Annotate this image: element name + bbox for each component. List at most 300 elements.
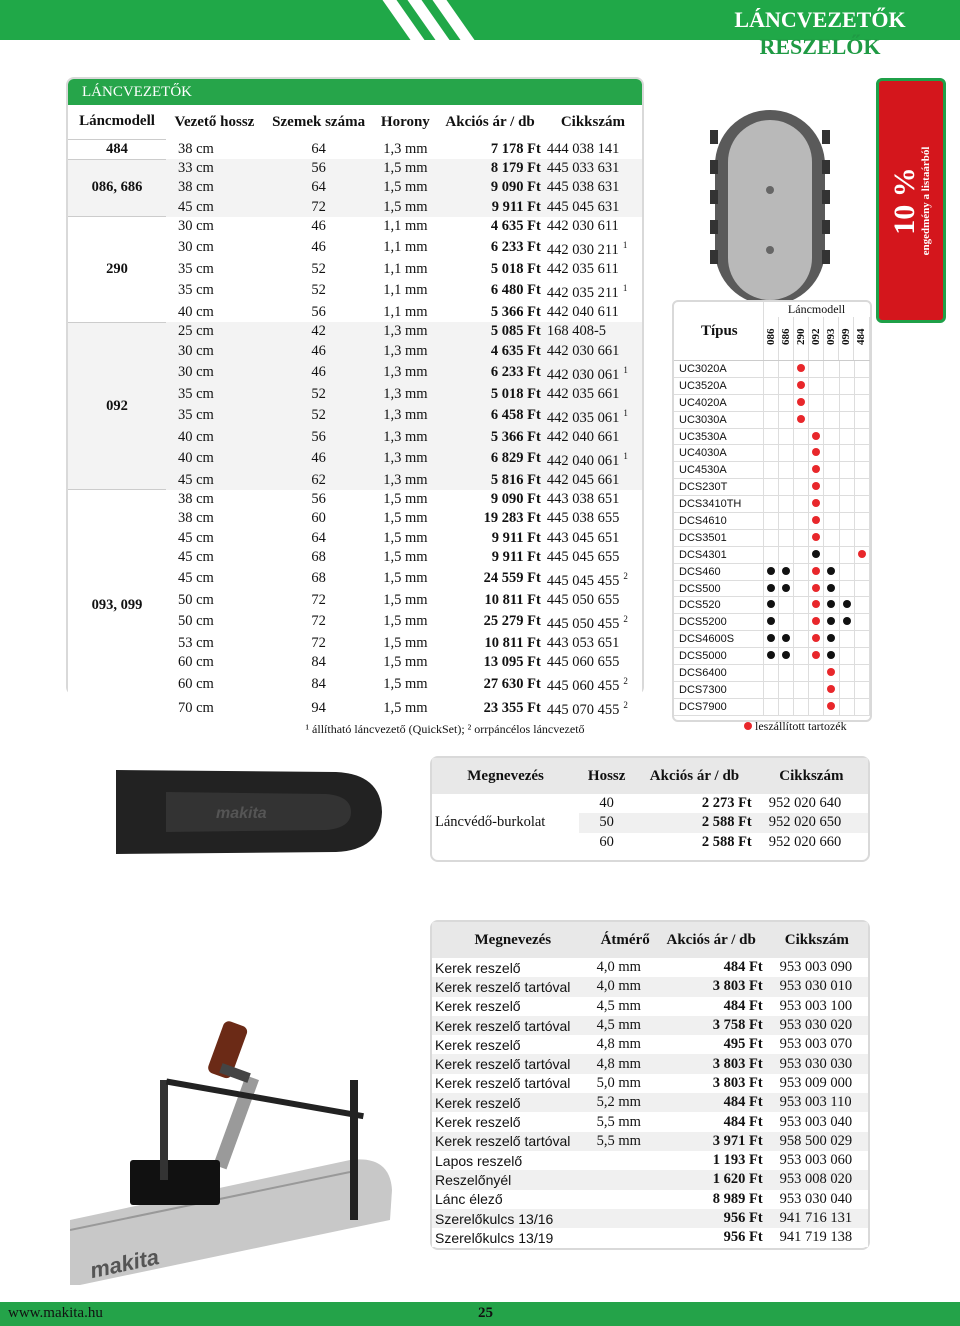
compat-cell [778,462,793,479]
footer-bar [0,1302,960,1326]
link-count-cell: 84 [263,653,375,672]
table-row [68,159,642,178]
article-number: 445 070 455 [546,701,620,718]
groove-cell: 1,3 mm [374,384,436,403]
compat-cell [839,428,854,445]
compat-cell [809,665,824,682]
compat-cell [824,377,839,394]
link-count-cell: 72 [263,634,375,653]
price-cell: 9 911 Ft [436,548,544,567]
compat-row [674,513,870,530]
black-dot-icon [767,600,775,608]
compat-cell [778,546,793,563]
table-row [68,490,642,509]
chain-model-cell: 093, 099 [68,490,166,720]
file-name-cell: Kerek reszelő [435,1036,521,1053]
article-number: 442 040 611 [546,304,619,321]
file-diameter-cell: 4,8 mm [596,1036,641,1053]
compat-row [674,496,870,513]
link-count-cell: 64 [263,178,375,197]
red-dot-icon [812,584,820,592]
file-article-cell: 953 003 040 [779,1113,853,1130]
chain-col-header: Szemek száma [272,113,366,130]
article-number-cell [544,447,642,471]
svg-text:makita: makita [87,1244,162,1284]
compat-cell [809,361,824,378]
red-dot-icon [812,448,820,456]
compat-cell [854,411,869,428]
file-name-cell: Kerek reszelő [435,1094,521,1111]
table-row [432,1132,868,1151]
compat-row [674,597,870,614]
compat-legend-text: leszállított tartozék [755,718,847,733]
chain-bar-photo [690,110,865,305]
compat-cell [824,479,839,496]
price-cell: 9 090 Ft [436,490,544,509]
file-article-cell: 953 030 030 [779,1055,853,1072]
bar-length-cell: 38 cm [166,490,263,509]
file-article-cell: 953 008 020 [779,1171,853,1188]
chain-table-header-row [68,105,642,139]
compat-model-label: 484 [855,328,868,346]
link-count-cell: 42 [263,322,375,341]
link-count-cell: 46 [263,236,375,260]
link-count-cell: 46 [263,341,375,360]
compat-cell [763,496,778,513]
article-number: 443 045 651 [546,529,620,546]
compat-row [674,580,870,597]
bar-length-cell: 35 cm [166,404,263,428]
compat-cell [824,394,839,411]
compat-cell [839,361,854,378]
article-number-cell [544,341,642,360]
link-count-cell: 64 [263,528,375,547]
compat-model-label: 686 [780,328,793,346]
compatibility-panel [672,300,872,733]
compat-cell [839,513,854,530]
groove-cell: 1,5 mm [374,490,436,509]
compat-row [674,665,870,682]
file-price-cell: 484 Ft [723,1113,763,1130]
bar-length-cell: 53 cm [166,634,263,653]
file-diameter-cell [594,1151,657,1170]
article-number: 442 045 661 [546,471,620,488]
cover-name-cell: Láncvédő-burkolat [432,794,579,852]
compat-model-label: 099 [840,328,853,346]
legend-dot-icon [744,722,752,730]
article-number-cell [544,236,642,260]
compat-cell [763,580,778,597]
compat-cell [809,546,824,563]
compat-model-header [824,317,839,360]
price-cell: 27 630 Ft [436,672,544,696]
chain-bar-panel [66,77,644,736]
compat-cell [763,665,778,682]
title-line-2: RESZELŐK [759,34,881,59]
compat-cell [809,394,824,411]
compat-cell [794,479,809,496]
cover-price-cell: 2 273 Ft [701,795,752,812]
cover-header-row [432,758,868,794]
file-diameter-cell: 4,5 mm [596,1017,641,1034]
black-dot-icon [782,651,790,659]
article-number-cell [544,471,642,490]
compat-cell [763,529,778,546]
compat-cell [824,665,839,682]
compat-cell [854,462,869,479]
groove-cell: 1,1 mm [374,260,436,279]
bar-length-cell: 40 cm [166,447,263,471]
compat-type-cell: UC4020A [674,394,763,411]
compat-row [674,428,870,445]
table-row [432,1228,868,1247]
compat-cell [824,445,839,462]
compat-cell [824,681,839,698]
compat-cell [778,580,793,597]
price-cell: 6 829 Ft [436,447,544,471]
file-name-cell: Szerelőkulcs 13/19 [435,1229,554,1246]
groove-cell: 1,5 mm [374,198,436,217]
article-number-cell [544,404,642,428]
chain-model-cell: 484 [68,139,166,159]
table-row [432,1054,868,1073]
table-row [432,794,868,813]
article-number-cell [544,610,642,634]
compat-model-label: 093 [825,328,838,346]
price-cell: 5 085 Ft [436,322,544,341]
bar-length-cell: 35 cm [166,260,263,279]
compat-cell [854,597,869,614]
compat-cell [854,681,869,698]
compat-cell [839,496,854,513]
compat-type-cell: DCS520 [674,597,763,614]
bar-length-cell: 25 cm [166,322,263,341]
article-number: 445 045 655 [546,548,620,565]
price-cell: 5 816 Ft [436,471,544,490]
compat-cell [763,648,778,665]
compat-cell [809,597,824,614]
file-price-cell: 3 803 Ft [712,1055,763,1072]
red-dot-icon [812,516,820,524]
compat-type-cell: DCS6400 [674,665,763,682]
file-price-cell: 956 Ft [723,1229,763,1246]
compat-cell [839,580,854,597]
compat-cell [854,614,869,631]
cover-length-cell: 60 [599,833,614,850]
red-dot-icon [797,364,805,372]
compat-cell [839,462,854,479]
bar-length-cell: 45 cm [166,567,263,591]
price-cell: 24 559 Ft [436,567,544,591]
price-cell: 13 095 Ft [436,653,544,672]
compat-type-cell: DCS4600S [674,631,763,648]
compat-type-cell: UC3020A [674,361,763,378]
chain-model-cell: 092 [68,322,166,490]
compat-type-cell: DCS4301 [674,546,763,563]
file-price-cell: 3 803 Ft [712,1074,763,1091]
bar-length-cell: 45 cm [166,548,263,567]
red-dot-icon [858,550,866,558]
compat-cell [778,665,793,682]
compat-model-header [794,317,809,360]
files-header-row [432,922,868,958]
bar-length-cell: 45 cm [166,198,263,217]
black-dot-icon [827,651,835,659]
bar-length-cell: 35 cm [166,279,263,303]
price-cell: 6 233 Ft [436,361,544,385]
compat-model-header [764,317,779,360]
compat-cell [824,496,839,513]
file-name-cell: Kerek reszelő [435,998,521,1015]
compat-cell [778,496,793,513]
compat-cell [839,698,854,715]
red-dot-icon [812,567,820,575]
compat-cell [794,377,809,394]
article-number-cell [544,139,642,159]
file-diameter-cell: 4,0 mm [596,959,641,976]
bar-length-cell: 60 cm [166,653,263,672]
black-dot-icon [782,567,790,575]
red-dot-icon [812,499,820,507]
file-col-header: Átmérő [600,931,650,948]
compat-row [674,529,870,546]
bar-length-cell: 38 cm [166,139,263,159]
black-dot-icon [812,550,820,558]
black-dot-icon [767,567,775,575]
article-number: 445 038 631 [546,179,620,196]
article-number-cell [544,428,642,447]
black-dot-icon [827,600,835,608]
red-dot-icon [827,685,835,693]
compat-cell [839,648,854,665]
bar-length-cell: 60 cm [166,672,263,696]
file-article-cell: 953 003 100 [779,997,853,1014]
chain-cover-photo [106,762,386,862]
compat-cell [854,698,869,715]
article-number: 445 050 455 [546,615,620,632]
compat-cell [839,479,854,496]
article-number: 445 060 455 [546,678,620,695]
bar-length-cell: 35 cm [166,384,263,403]
article-number: 442 035 611 [546,260,619,277]
bar-length-cell: 38 cm [166,178,263,197]
compat-row [674,563,870,580]
table-row [432,1016,868,1035]
compat-cell [794,597,809,614]
compat-cell [778,479,793,496]
file-article-cell: 953 030 040 [779,1190,853,1207]
files-table [432,922,868,1247]
article-number: 444 038 141 [546,140,620,157]
compat-type-cell: DCS500 [674,580,763,597]
groove-cell: 1,3 mm [374,322,436,341]
file-article-cell: 941 719 138 [779,1229,853,1246]
groove-cell: 1,5 mm [374,548,436,567]
groove-cell: 1,3 mm [374,341,436,360]
chain-model-cell: 086, 686 [68,159,166,217]
bar-length-cell: 30 cm [166,236,263,260]
article-number: 442 035 661 [546,385,620,402]
bar-length-cell: 40 cm [166,428,263,447]
compat-cell [809,698,824,715]
compat-cell [824,428,839,445]
cover-length-cell: 50 [599,814,614,831]
chain-bar-heading: LÁNCVEZETŐK [68,79,642,105]
compat-cell [824,698,839,715]
article-number-cell [544,591,642,610]
article-number-cell [544,217,642,236]
chain-col-header: Cikkszám [560,113,626,130]
groove-cell: 1,1 mm [374,279,436,303]
chain-model-cell: 290 [68,217,166,322]
article-number: 445 045 631 [546,198,620,215]
bar-length-cell: 40 cm [166,303,263,322]
compat-cell [839,445,854,462]
compat-cell [794,462,809,479]
compat-cell [809,496,824,513]
price-cell: 23 355 Ft [436,696,544,720]
file-name-cell: Kerek reszelő tartóval [435,1056,571,1073]
footnote-mark: 1 [623,364,628,375]
groove-cell: 1,5 mm [374,610,436,634]
table-row [68,322,642,341]
article-number-cell [544,198,642,217]
svg-text:makita: makita [216,805,267,822]
compat-cell [763,445,778,462]
black-dot-icon [767,634,775,642]
compat-cell [763,681,778,698]
compat-cell [794,428,809,445]
file-col-header: Cikkszám [784,931,849,948]
compat-cell [824,580,839,597]
compat-model-label: 290 [795,328,808,346]
compat-row [674,361,870,378]
article-number-cell [544,322,642,341]
link-count-cell: 72 [263,198,375,217]
compat-cell [794,698,809,715]
file-article-cell: 953 003 070 [779,1036,853,1053]
bar-length-cell: 45 cm [166,528,263,547]
file-name-cell: Kerek reszelő [435,959,521,976]
article-number-cell [544,509,642,528]
compat-cell [809,479,824,496]
chain-cover-table [432,758,868,852]
link-count-cell: 84 [263,672,375,696]
file-price-cell: 956 Ft [723,1210,763,1226]
file-col-header: Akciós ár / db [666,931,756,948]
file-diameter-cell [594,1170,657,1189]
compat-cell [778,597,793,614]
article-number: 445 050 655 [546,591,620,608]
file-diameter-cell [594,1190,657,1209]
chain-col-header: Vezető hossz [174,113,255,130]
price-cell: 6 233 Ft [436,236,544,260]
price-cell: 7 178 Ft [436,139,544,159]
file-article-cell: 953 003 110 [779,1094,852,1111]
link-count-cell: 52 [263,384,375,403]
compat-cell [839,563,854,580]
cover-col-header: Hossz [587,767,626,784]
chain-col-header: Horony [380,113,430,130]
price-cell: 6 458 Ft [436,404,544,428]
file-name-cell: Reszelőnyél [435,1171,512,1188]
compat-cell [763,377,778,394]
file-diameter-cell: 4,5 mm [596,997,641,1014]
compat-cell [809,631,824,648]
red-dot-icon [797,398,805,406]
groove-cell: 1,1 mm [374,303,436,322]
file-price-cell: 3 803 Ft [712,978,763,995]
compat-cell [854,394,869,411]
article-number: 442 040 661 [546,428,620,445]
compat-cell [854,496,869,513]
compat-type-cell: UC4030A [674,445,763,462]
compat-type-cell: UC3030A [674,411,763,428]
black-dot-icon [827,567,835,575]
compat-cell [824,563,839,580]
link-count-cell: 46 [263,447,375,471]
article-number-cell [544,159,642,178]
bar-length-cell: 30 cm [166,217,263,236]
file-diameter-cell [594,1209,657,1228]
compat-cell [824,648,839,665]
article-number: 443 038 651 [546,491,620,508]
article-number: 445 060 655 [546,654,620,671]
compat-row [674,681,870,698]
groove-cell: 1,5 mm [374,653,436,672]
compat-cell [809,462,824,479]
compat-cell [854,563,869,580]
compat-type-cell: DCS4610 [674,513,763,530]
article-number: 443 053 651 [546,634,620,651]
groove-cell: 1,5 mm [374,178,436,197]
file-article-cell: 953 009 000 [779,1074,853,1091]
compat-cell [824,513,839,530]
black-dot-icon [827,617,835,625]
compat-model-header [854,317,869,360]
compat-model-header [779,317,794,360]
table-row [432,1093,868,1112]
compat-cell [794,445,809,462]
chain-cover-panel [430,756,870,862]
compat-cell [809,445,824,462]
compat-cell [794,648,809,665]
cover-col-header: Megnevezés [467,767,544,784]
article-number: 442 035 061 [546,409,620,426]
file-price-cell: 1 193 Ft [712,1152,763,1169]
compat-cell [778,513,793,530]
black-dot-icon [767,617,775,625]
article-number-cell [544,384,642,403]
compatibility-table [674,302,870,716]
file-article-cell: 953 030 010 [779,978,853,995]
compat-cell [824,462,839,479]
price-cell: 6 480 Ft [436,279,544,303]
compat-cell [809,513,824,530]
compat-cell [794,411,809,428]
table-row [432,1035,868,1054]
bar-length-cell: 30 cm [166,361,263,385]
compat-cell [778,428,793,445]
table-row [68,139,642,159]
website-link[interactable]: www.makita.hu [8,1305,103,1321]
footnote-mark: 2 [623,700,628,711]
table-row [432,1170,868,1189]
cover-length-cell: 40 [599,795,614,812]
compat-cell [854,631,869,648]
table-row [432,997,868,1016]
compat-cell [778,529,793,546]
